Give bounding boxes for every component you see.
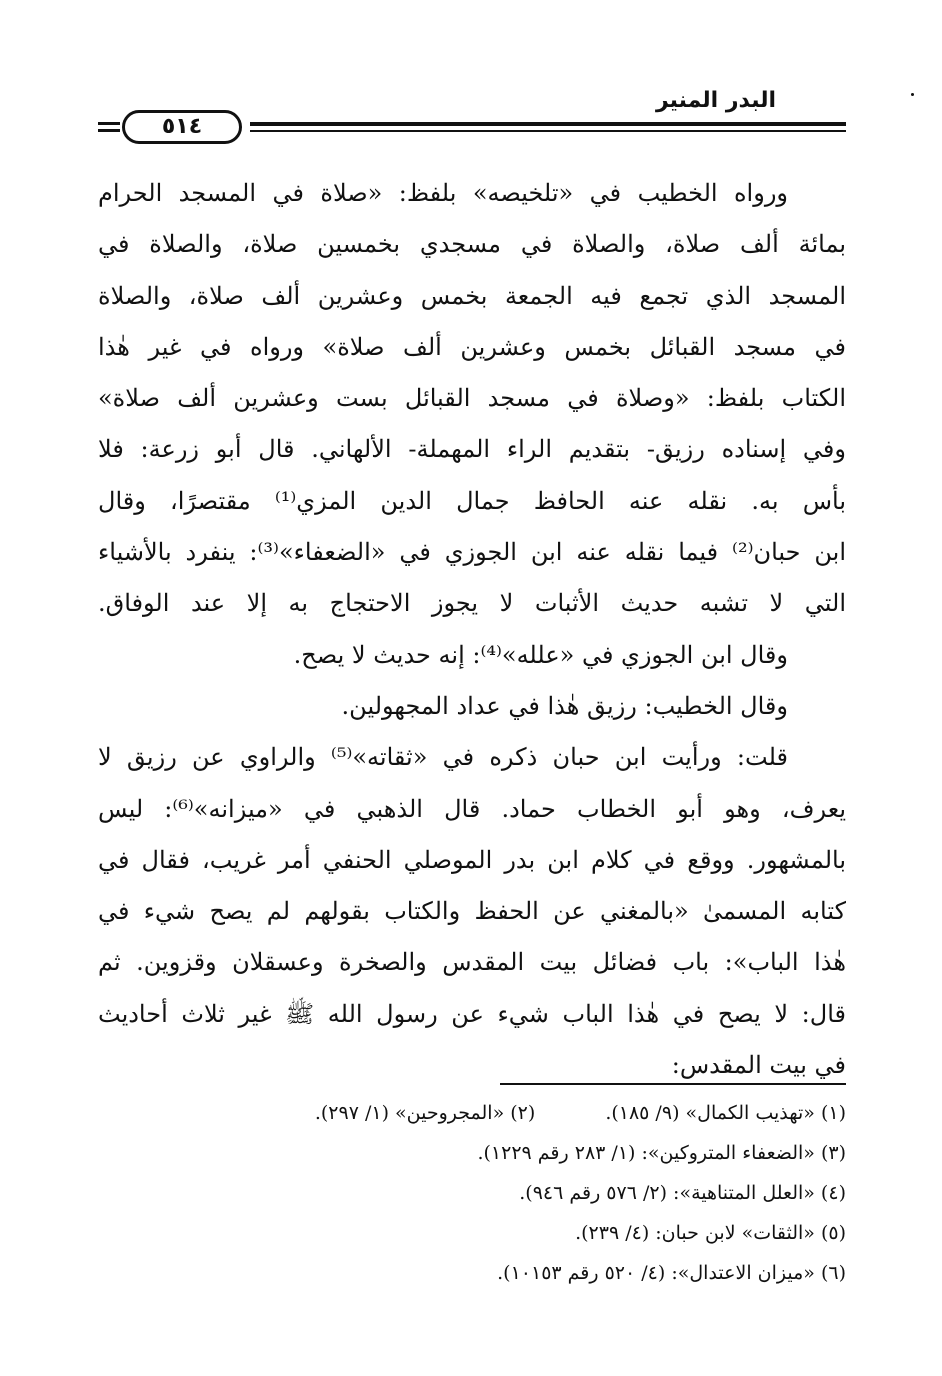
text-line: ابن حبان⁽²⁾ فيما نقله عنه ابن الجوزي في «الضعفاء»⁽³⁾: ينفرد بالأشياء: [98, 538, 846, 567]
footnote-5: (٥) «الثقات» لابن حبان: (٤/ ٢٣٩).: [575, 1222, 846, 1244]
footnote-row: [98, 1093, 846, 1133]
footnote-row: [98, 1213, 846, 1253]
footnote-row: [98, 1133, 846, 1173]
text-line: هٰذا الباب»: باب فضائل بيت المقدس والصخرة وعسقلان وقزوين. ثم: [98, 948, 846, 977]
text-line: كتابه المسمىٰ «بالمغني عن الحفظ والكتاب بقولهم لم يصح شيء في: [98, 897, 846, 926]
footnote-row: [98, 1253, 846, 1293]
text-line: يعرف، وهو أبو الخطاب حماد. قال الذهبي في «ميزانه»⁽⁶⁾: ليس: [98, 794, 846, 823]
header-rule-stub: [98, 129, 120, 132]
text-line: وفي إسناده رزيق- بتقديم الراء المهملة- الألهاني. قال أبو زرعة: فلا: [98, 435, 846, 464]
text-line: قال: لا يصح في هٰذا الباب شيء عن رسول الله ﷺ غير ثلاث أحاديث: [98, 999, 846, 1028]
page-number: ٥١٤: [122, 110, 242, 144]
running-title: البدر المنير: [655, 88, 776, 113]
text-line: المسجد الذي تجمع فيه الجمعة بخمس وعشرين ألف صلاة، والصلاة: [98, 281, 846, 310]
header-rule-stub: [98, 122, 120, 125]
header-rule-thin: [250, 130, 846, 132]
text-line: وقال الخطيب: رزيق هٰذا في عداد المجهولين.: [341, 691, 788, 720]
footnote-1: (١) «تهذيب الكمال» (٩/ ١٨٥).: [605, 1102, 846, 1124]
header-rule-thick: [250, 122, 846, 126]
text-line: ورواه الخطيب في «تلخيصه» بلفظ: «صلاة في المسجد الحرام: [98, 179, 788, 207]
text-line: الكتاب بلفظ: «وصلاة في مسجد القبائل بست وعشرين ألف صلاة»: [98, 384, 846, 413]
page-header: [98, 86, 846, 156]
footnote-2: (٢) «المجروحين» (١/ ٢٩٧).: [314, 1102, 536, 1124]
footnote-4: (٤) «العلل المتناهية»: (٢/ ٥٧٦ رقم ٩٤٦).: [519, 1182, 846, 1204]
footnote-3: (٣) «الضعفاء المتروكين»: (١/ ٢٨٣ رقم ١٢٢٩).: [477, 1142, 846, 1164]
footnote-6: (٦) «ميزان الاعتدال»: (٤/ ٥٢٠ رقم ١٠١٥٣).: [497, 1262, 846, 1284]
text-line: في بيت المقدس:: [671, 1051, 846, 1080]
text-line: التي لا تشبه حديث الأثبات لا يجوز الاحتجاج به إلا عند الوفاق.: [98, 589, 846, 618]
footnote-row: [98, 1173, 846, 1213]
text-line: بالمشهور. ووقع في كلام ابن بدر الموصلي الحنفي أمر غريب، فقال في: [98, 845, 846, 874]
footnote-separator: [500, 1083, 846, 1085]
text-line: قلت: ورأيت ابن حبان ذكره في «ثقاته»⁽⁵⁾ والراوي عن رزيق لا: [98, 743, 789, 772]
text-line: وقال ابن الجوزي في «علله»⁽⁴⁾: إنه حديث لا يصح.: [293, 640, 788, 669]
text-line: بمائة ألف صلاة، والصلاة في مسجدي بخمسين صلاة، والصلاة في: [98, 230, 846, 259]
text-line: في مسجد القبائل بخمس وعشرين ألف صلاة» ورواه في غير هٰذا: [98, 332, 846, 361]
main-text: [98, 168, 846, 1091]
footnotes: [98, 1093, 846, 1293]
margin-dot: [911, 93, 914, 96]
text-line: بأس به. نقله عنه الحافظ جمال الدين المزي⁽¹⁾ مقتصرًا، وقال: [98, 486, 846, 515]
